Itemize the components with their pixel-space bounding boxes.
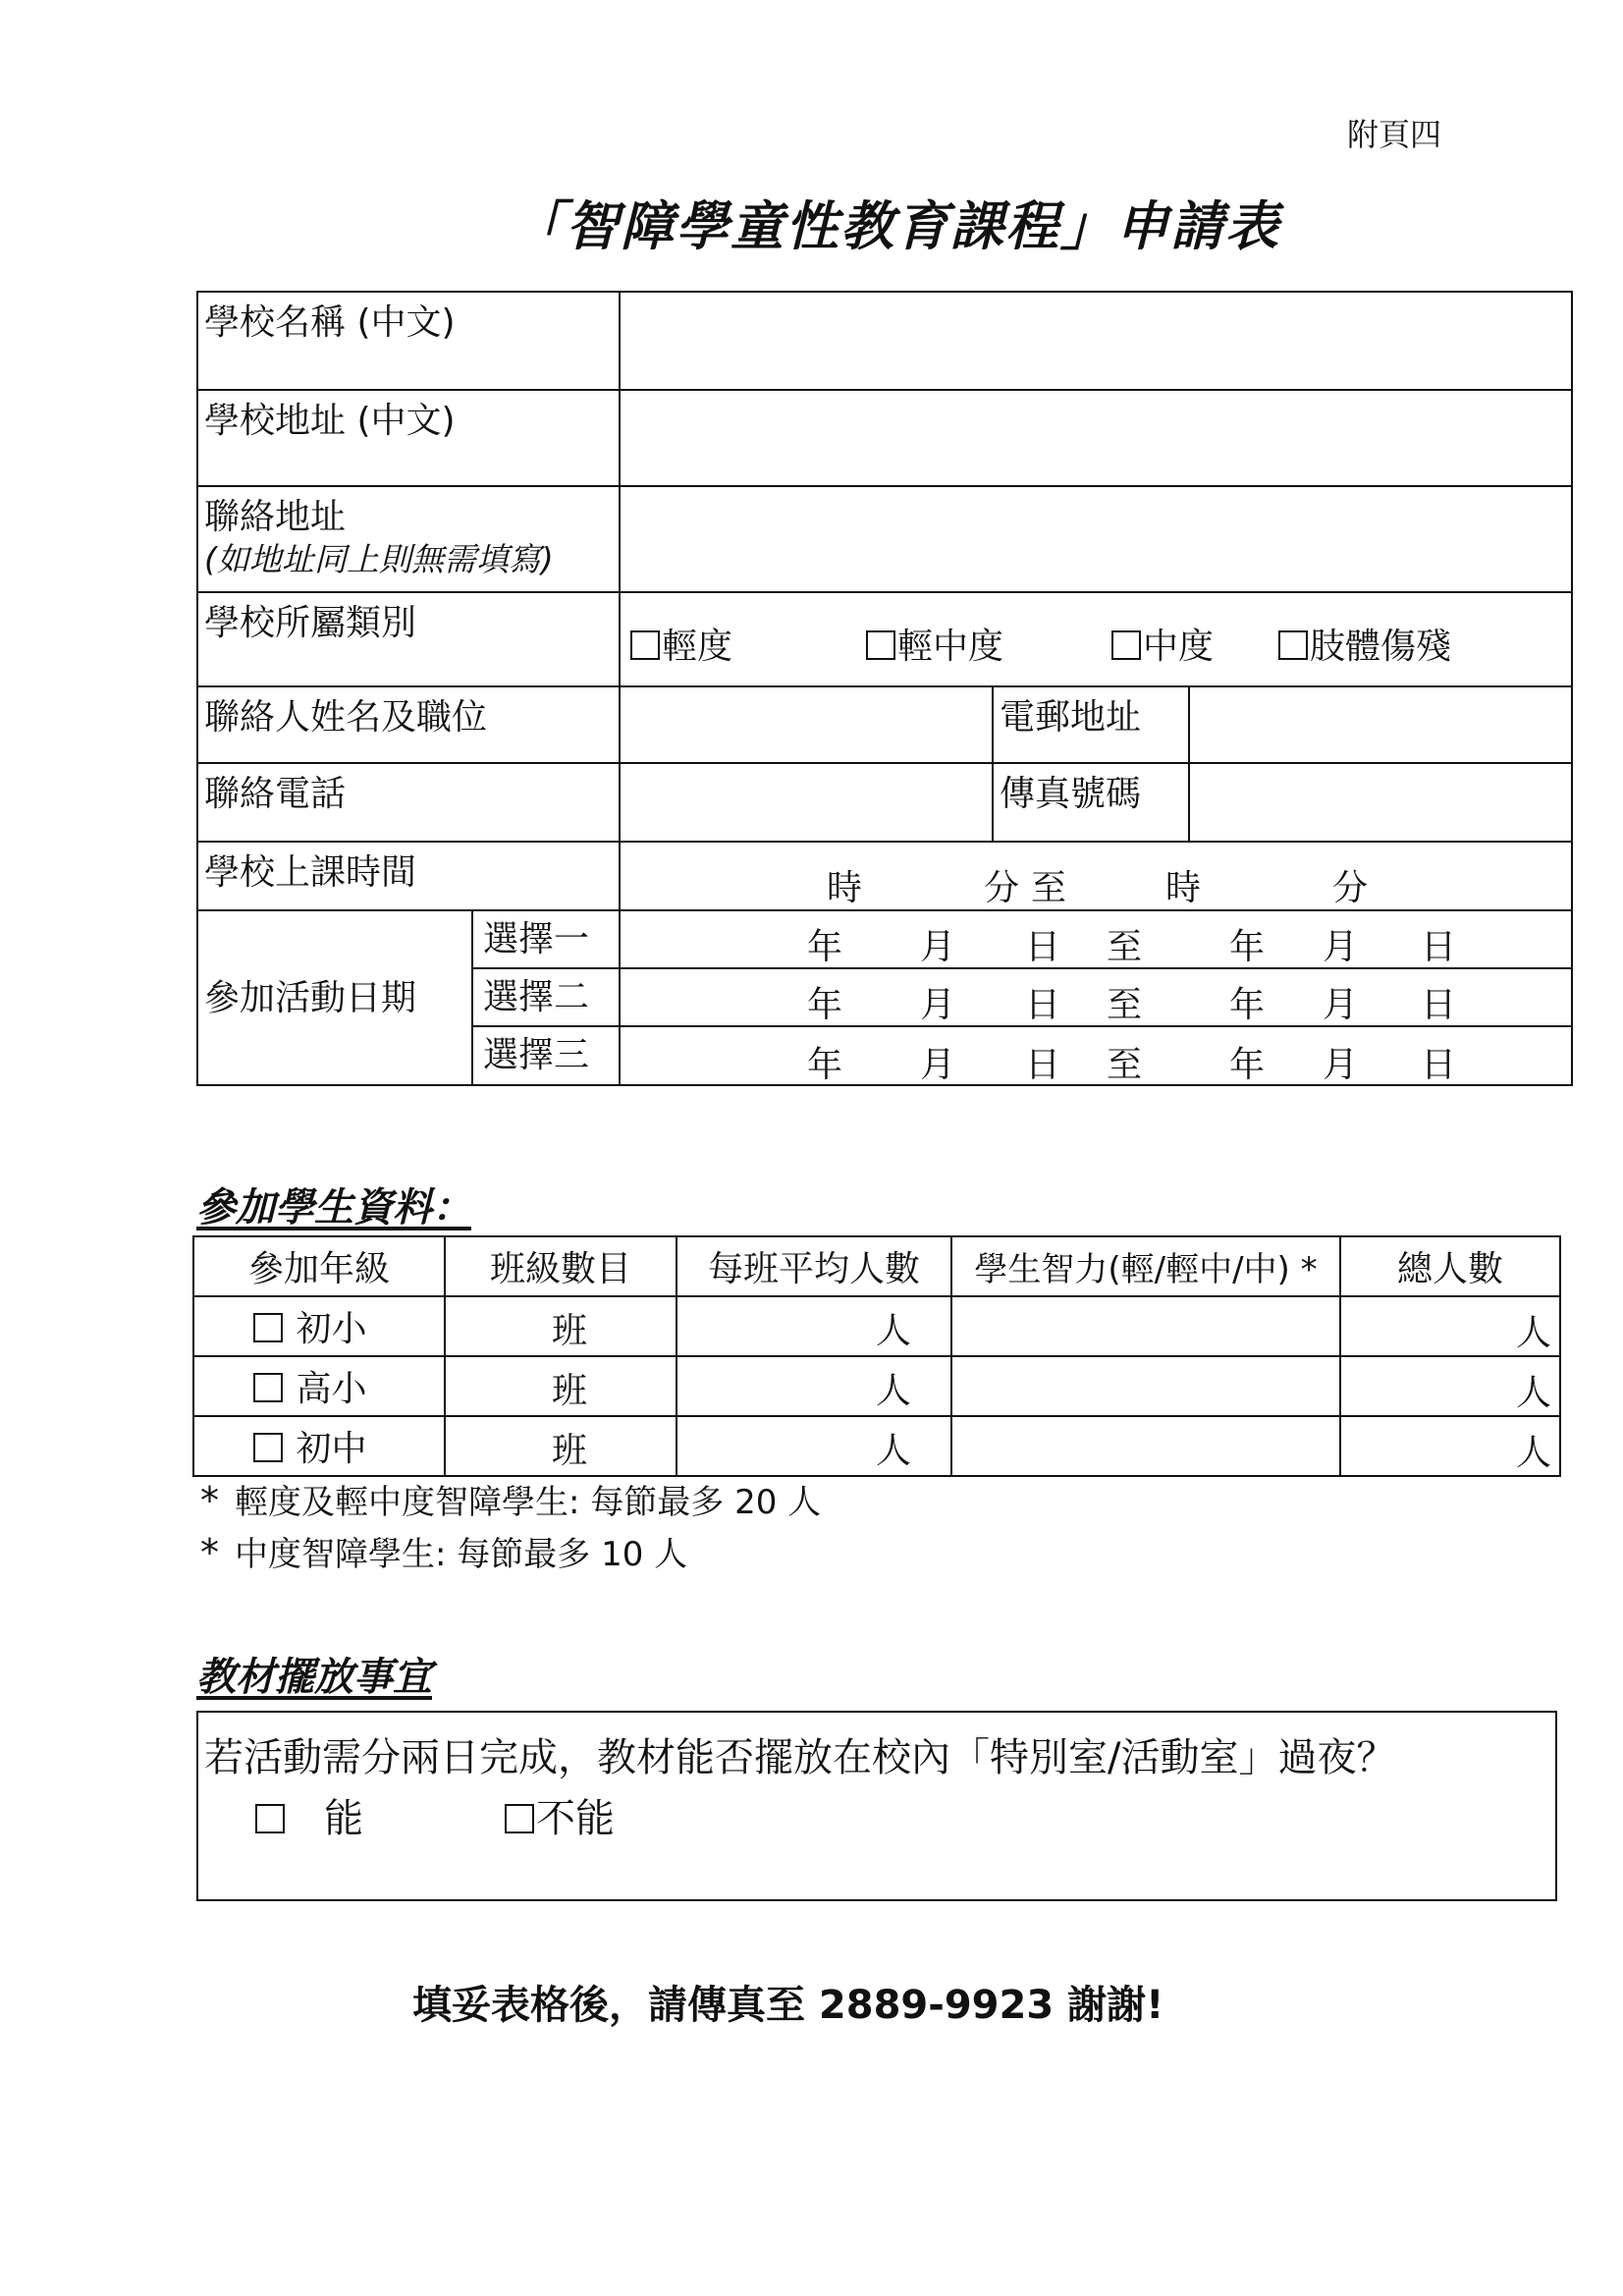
fax-instruction: 填妥表格後，請傳真至 2889-9923 謝謝!: [412, 1983, 1164, 2028]
year-unit: 年: [807, 1045, 843, 1085]
table-row: [193, 1356, 1560, 1416]
minute-unit: 分: [984, 868, 1020, 908]
month-unit: 月: [920, 927, 956, 967]
choice-1-dates[interactable]: [620, 910, 1572, 968]
school-name-label: 學校名稱 (中文): [197, 292, 620, 390]
class-count-cell[interactable]: 班: [445, 1296, 676, 1356]
form-title: 「智障學童性教育課程」申請表: [511, 195, 1280, 257]
capacity-notes: [200, 1475, 821, 1579]
contact-address-note: (如地址同上則無需填寫): [204, 540, 554, 578]
choice-3-dates[interactable]: [620, 1026, 1572, 1085]
category-label: 學校所屬類別: [197, 592, 620, 686]
year-unit: 年: [807, 927, 843, 967]
day-unit: 日: [1421, 1045, 1457, 1085]
checkbox-icon[interactable]: [1111, 630, 1141, 660]
header-total: 總人數: [1340, 1236, 1560, 1296]
school-address-row: [197, 390, 1572, 486]
to-word: 至: [1031, 868, 1067, 908]
phone-row: [197, 763, 1572, 842]
phone-field[interactable]: [620, 763, 993, 842]
header-intelligence: 學生智力(輕/輕中/中) *: [951, 1236, 1340, 1296]
checkbox-icon[interactable]: [866, 630, 895, 660]
to-word: 至: [1107, 927, 1143, 967]
checkbox-icon[interactable]: [253, 1373, 283, 1402]
table-row: [193, 1416, 1560, 1476]
day-unit: 日: [1025, 985, 1061, 1025]
page-tag: 附頁四: [1347, 116, 1442, 153]
day-unit: 日: [1421, 927, 1457, 967]
day-unit: 日: [1025, 1045, 1061, 1085]
school-info-table: [196, 291, 1573, 1086]
contact-person-label: 聯絡人姓名及職位: [197, 686, 620, 763]
class-count-cell[interactable]: 班: [445, 1416, 676, 1476]
minute-unit: 分: [1332, 868, 1369, 908]
school-hours-row: [197, 842, 1572, 910]
checkbox-icon[interactable]: [255, 1804, 285, 1833]
checkbox-icon[interactable]: [253, 1313, 283, 1342]
intelligence-cell[interactable]: [951, 1296, 1340, 1356]
student-table-header: [193, 1236, 1560, 1296]
category-row: [197, 592, 1572, 686]
header-grade: 參加年級: [193, 1236, 445, 1296]
storage-question: 若活動需分兩日完成，教材能否擺放在校內「特別室/活動室」過夜？: [204, 1735, 1396, 1780]
fax-label: 傳真號碼: [993, 763, 1189, 842]
grade-cell[interactable]: 高小: [193, 1356, 445, 1416]
storage-section-title: 教材擺放事宜: [196, 1655, 432, 1700]
school-hours-label: 學校上課時間: [197, 842, 620, 910]
category-options: [620, 592, 1572, 686]
year-unit: 年: [1229, 1045, 1266, 1085]
month-unit: 月: [1323, 985, 1359, 1025]
fax-field[interactable]: [1189, 763, 1572, 842]
grade-cell[interactable]: 初小: [193, 1296, 445, 1356]
school-name-row: [197, 292, 1572, 390]
month-unit: 月: [1323, 927, 1359, 967]
email-field[interactable]: [1189, 686, 1572, 763]
grade-cell[interactable]: 初中: [193, 1416, 445, 1476]
contact-person-row: [197, 686, 1572, 763]
header-class-count: 班級數目: [445, 1236, 676, 1296]
activity-date-row-1: [197, 910, 1572, 968]
school-name-field[interactable]: [620, 292, 1572, 390]
day-unit: 日: [1421, 985, 1457, 1025]
category-option-mild-moderate[interactable]: 輕中度: [866, 619, 1003, 669]
capacity-note: * 輕度及輕中度智障學生: 每節最多 20 人: [200, 1479, 822, 1522]
month-unit: 月: [920, 985, 956, 1025]
checkbox-icon[interactable]: [505, 1804, 534, 1833]
hour-unit: 時: [827, 868, 863, 908]
school-address-label: 學校地址 (中文): [197, 390, 620, 486]
table-row: [193, 1296, 1560, 1356]
month-unit: 月: [920, 1045, 956, 1085]
avg-people-cell[interactable]: 人: [676, 1416, 951, 1476]
contact-address-field[interactable]: [620, 486, 1572, 592]
year-unit: 年: [1229, 985, 1266, 1025]
student-table: [192, 1235, 1561, 1477]
to-word: 至: [1107, 1045, 1143, 1085]
storage-option-yes[interactable]: 能: [255, 1787, 363, 1843]
total-cell[interactable]: 人: [1340, 1296, 1560, 1356]
activity-date-label: 參加活動日期: [197, 910, 472, 1085]
contact-address-row: [197, 486, 1572, 592]
choice-3-label: 選擇三: [472, 1026, 620, 1085]
header-avg-people: 每班平均人數: [676, 1236, 951, 1296]
avg-people-cell[interactable]: 人: [676, 1356, 951, 1416]
contact-person-field[interactable]: [620, 686, 993, 763]
checkbox-icon[interactable]: [253, 1433, 283, 1462]
contact-address-label: 聯絡地址: [204, 497, 347, 537]
storage-box: [196, 1711, 1557, 1901]
day-unit: 日: [1025, 927, 1061, 967]
intelligence-cell[interactable]: [951, 1356, 1340, 1416]
intelligence-cell[interactable]: [951, 1416, 1340, 1476]
total-cell[interactable]: 人: [1340, 1356, 1560, 1416]
category-option-moderate[interactable]: 中度: [1111, 619, 1214, 669]
phone-label: 聯絡電話: [197, 763, 620, 842]
contact-address-label-cell: [197, 486, 620, 592]
avg-people-cell[interactable]: 人: [676, 1296, 951, 1356]
email-label: 電郵地址: [993, 686, 1189, 763]
school-address-field[interactable]: [620, 390, 1572, 486]
year-unit: 年: [1229, 927, 1266, 967]
school-hours-field[interactable]: [620, 842, 1572, 910]
category-option-physical[interactable]: 肢體傷殘: [1278, 619, 1451, 669]
checkbox-icon[interactable]: [630, 630, 660, 660]
category-option-mild[interactable]: 輕度: [630, 619, 732, 669]
storage-option-no[interactable]: 不能: [505, 1787, 615, 1843]
student-section-title: 參加學生資料：: [196, 1185, 471, 1230]
checkbox-icon[interactable]: [1278, 630, 1308, 660]
choice-1-label: 選擇一: [472, 910, 620, 968]
class-count-cell[interactable]: 班: [445, 1356, 676, 1416]
month-unit: 月: [1323, 1045, 1359, 1085]
year-unit: 年: [807, 985, 843, 1025]
total-cell[interactable]: 人: [1340, 1416, 1560, 1476]
hour-unit: 時: [1165, 868, 1202, 908]
capacity-note: * 中度智障學生: 每節最多 10 人: [200, 1531, 688, 1575]
choice-2-dates[interactable]: [620, 968, 1572, 1026]
to-word: 至: [1107, 985, 1143, 1025]
choice-2-label: 選擇二: [472, 968, 620, 1026]
